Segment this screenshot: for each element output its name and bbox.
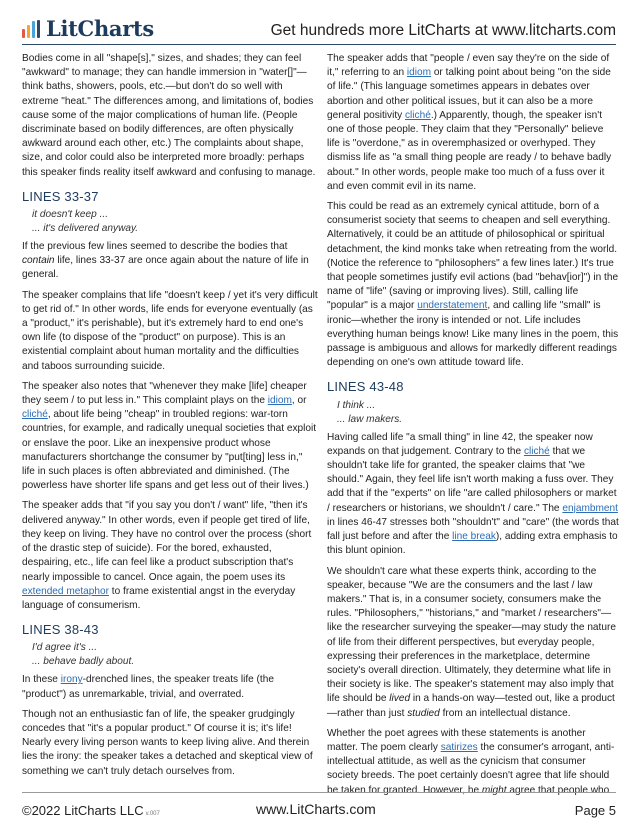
glossary-link[interactable]: cliché bbox=[523, 445, 550, 457]
glossary-link[interactable]: enjambment bbox=[562, 502, 618, 514]
paragraph bbox=[22, 499, 318, 613]
text-run: the consumer's arrogant, anti-intellectual attitude, as well as the cynicism that consumer society breeds. The poet certainly doesn't agree that life should be taken for granted. However, he bbox=[327, 741, 615, 796]
paragraph bbox=[327, 200, 619, 370]
text-run: We shouldn't care what these experts think, according to the speaker, because "We are the consumers and the last / law makers." That is, in a consumer society, consumers make the rules. "Philosophers," "historians," and "market / researchers"—like the researcher surveying the speaker—may study the nature of life from their different perspectives, but everyday people, expressing their preferences in the marketplace, determine society's overall direction. Ultimately, they determine what life in their society is like. The speaker's statement may also imply that life should be bbox=[327, 565, 616, 705]
glossary-link[interactable]: line break bbox=[452, 531, 496, 543]
logo-bars-icon bbox=[22, 20, 42, 38]
glossary-link[interactable]: understatement bbox=[417, 300, 488, 312]
section-heading: LINES 43-48 bbox=[327, 379, 404, 395]
text-run: in lines 46-47 stresses both "shouldn't" and "care" (the words that fall just before and after the bbox=[327, 516, 619, 543]
page-header bbox=[0, 0, 638, 44]
glossary-link[interactable]: cliché bbox=[405, 109, 431, 121]
text-run: Bodies come in all "shape[s]," sizes, and shades; they can feel "awkward" to manage; they can handle immersion in "water[]"—think baths, showers, pools, etc.—but don't do so well with extreme "heat." The differences among, and limitations of, bodies cause some of the major complications of human life. (People discriminate based on bodily differences, are often physically awkward around each other, etc.) The complaints about shape, size, and color could also be interpreted more broadly: perhaps this speaker finds reality itself awkward and confusing to manage. bbox=[22, 53, 316, 178]
glossary-link[interactable]: idiom bbox=[267, 395, 292, 407]
text-run: The speaker adds that "if you say you don't / want" life, "then it's delivered anyway." In other words, even if people get tired of life, they keep on living. They have no control over the process (short of the drastic step of suicide). For the bored, exhausted, despairing, etc., life can feel like a product subscription that's nearly impossible to cancel. Once again, the poem uses its bbox=[22, 500, 312, 583]
emphasis: might bbox=[481, 784, 507, 796]
text-run: to frame existential angst in the everyday language of consumerism. bbox=[22, 585, 296, 611]
text-run: , about life being "cheap" in troubled regions: war-torn countries, for example, and radically unequal societies that exploit or enslave the poor. Like an inexpensive product whose manufacturers shortchange the consumer by "put[ting] less in," life in such places is often abbreviated and diminished. (The powerless have shorter life spans and get less out of their lives.) bbox=[22, 409, 317, 492]
quote-line: ... law makers. bbox=[337, 413, 403, 425]
text-run: from an intellectual distance. bbox=[439, 707, 571, 719]
paragraph bbox=[22, 673, 318, 701]
site-link[interactable]: www.LitCharts.com bbox=[256, 801, 376, 817]
text-run: in a hands-on way—tested out, like a product—rather than just bbox=[327, 693, 615, 719]
header-divider bbox=[22, 44, 616, 45]
page-number: Page 5 bbox=[574, 803, 616, 818]
footer-divider bbox=[22, 792, 616, 793]
text-run: If the previous few lines seemed to describe the bodies that bbox=[22, 241, 288, 253]
text-run: ), adding extra emphasis to this blunt opinion. bbox=[327, 531, 618, 557]
quote-excerpt bbox=[337, 399, 619, 427]
paragraph bbox=[22, 380, 318, 494]
page-footer bbox=[22, 797, 616, 821]
copyright-text: ©2022 LitCharts LLC bbox=[22, 803, 144, 818]
glossary-link[interactable]: cliché bbox=[22, 409, 48, 421]
paragraph bbox=[327, 565, 619, 721]
text-run: Whether the poet agrees with these statements is another matter. The poem clearly bbox=[327, 727, 586, 753]
glossary-link[interactable]: idiom bbox=[406, 67, 432, 79]
version-label: v.007 bbox=[145, 811, 160, 817]
text-run: or talking point about being "on the side of life." (This language sometimes appears in debates over abortion and other political issues, but it can also be a more general positivity bbox=[327, 67, 611, 121]
text-run: -drenched lines, the speaker treats life (the "product") as unremarkable, trivial, and overrated. bbox=[22, 674, 274, 700]
text-run: .) Apparently, though, the speaker isn't one of those people. They claim that they "Personally" believe life is "overdone," as in overemphasized or overhyped. They dismiss life as "a small thing people are ready / to behave badly about." In other words, people make too much of a fuss over it and even commit evil in its name. bbox=[327, 109, 612, 192]
text-run: , and calling life "small" is ironic—whether the irony is intended or not. Life includes everything human beings know! Like many lines in the poem, this passage is ambiguous and allows for markedly different readings depending on one's own attitude toward life. bbox=[327, 300, 619, 369]
right-column bbox=[327, 52, 619, 804]
section-heading: LINES 33-37 bbox=[22, 188, 99, 204]
quote-excerpt bbox=[32, 208, 318, 236]
paragraph bbox=[327, 727, 619, 798]
paragraph bbox=[327, 431, 619, 559]
paragraph bbox=[327, 52, 619, 194]
emphasis: contain bbox=[22, 255, 55, 267]
text-run: life, lines 33-37 are once again about the nature of life in general. bbox=[22, 255, 309, 281]
text-run: , or bbox=[291, 395, 307, 407]
quote-line: ... it's delivered anyway. bbox=[32, 223, 139, 235]
quote-line: I'd agree it's ... bbox=[32, 642, 98, 654]
left-column bbox=[22, 52, 318, 785]
section-heading: LINES 38-43 bbox=[22, 622, 99, 638]
text-run: that we shouldn't take life for granted, the speaker claims that "we should." Again, they feel life isn't worth making a fuss over. They add that if the "experts" on life "are called philosophers or market / researchers or historians, we shouldn't / care." The bbox=[327, 445, 617, 514]
quote-line: ... behave badly about. bbox=[32, 656, 135, 668]
litcharts-logo[interactable] bbox=[22, 16, 154, 41]
logo-text: LitCharts bbox=[46, 16, 154, 41]
paragraph bbox=[22, 52, 318, 180]
quote-excerpt bbox=[32, 641, 318, 669]
paragraph bbox=[22, 289, 318, 374]
text-run: The speaker complains that life "doesn't keep / yet it's very difficult to get rid of." In other words, life ends for everyone eventually (as a "product," it's perishable), but it's extremely hard to end one's own life (to dispose of the "product" on purpose). This is an existential complaint about human mortality and the difficulties and taboos surrounding suicide. bbox=[22, 289, 318, 372]
glossary-link[interactable]: irony bbox=[60, 674, 83, 686]
text-run: In these bbox=[22, 674, 61, 686]
text-run: agree that people who bbox=[506, 784, 610, 796]
quote-line: it doesn't keep ... bbox=[32, 209, 108, 221]
emphasis: studied bbox=[407, 707, 440, 719]
emphasis: lived bbox=[389, 693, 411, 705]
paragraph bbox=[22, 240, 318, 283]
paragraph bbox=[22, 708, 318, 779]
text-run: Though not an enthusiastic fan of life, the speaker grudgingly concedes that "it's a popular product." Of course it is; it's life! Nearly every living person wants to keep living alive. And therein lies the irony: the speaker takes a detached and skeptical view of something we can't truly detach ourselves from. bbox=[22, 708, 313, 777]
glossary-link[interactable]: extended metaphor bbox=[22, 585, 109, 597]
quote-line: I think ... bbox=[337, 399, 376, 411]
header-cta-link[interactable]: Get hundreds more LitCharts at www.litcharts.com bbox=[270, 22, 616, 39]
text-run: The speaker also notes that "whenever they make [life] cheaper they seem / to put less in." This complaint plays on the bbox=[22, 380, 307, 407]
glossary-link[interactable]: satirizes bbox=[440, 741, 478, 753]
text-run: Having called life "a small thing" in line 42, the speaker now expands on that judgement. Contrary to the bbox=[327, 431, 593, 457]
copyright bbox=[22, 803, 160, 818]
text-run: This could be read as an extremely cynical attitude, born of a consumerist society that seems to cheapen and sell everything. Alternatively, it could be an attitude of philosophical or spiritual detachment, the kind monks take when retreating from the world. (Notice the reference to "philosophers" a few lines later.) It's true that people sometimes justify evil actions (bad "behav[ior]") in the name of "life" (saving or improving lives). Still, calling life "popular" is a major bbox=[327, 201, 619, 312]
text-run: The speaker adds that "people / even say they're on the side of it," referring to an bbox=[327, 53, 610, 79]
